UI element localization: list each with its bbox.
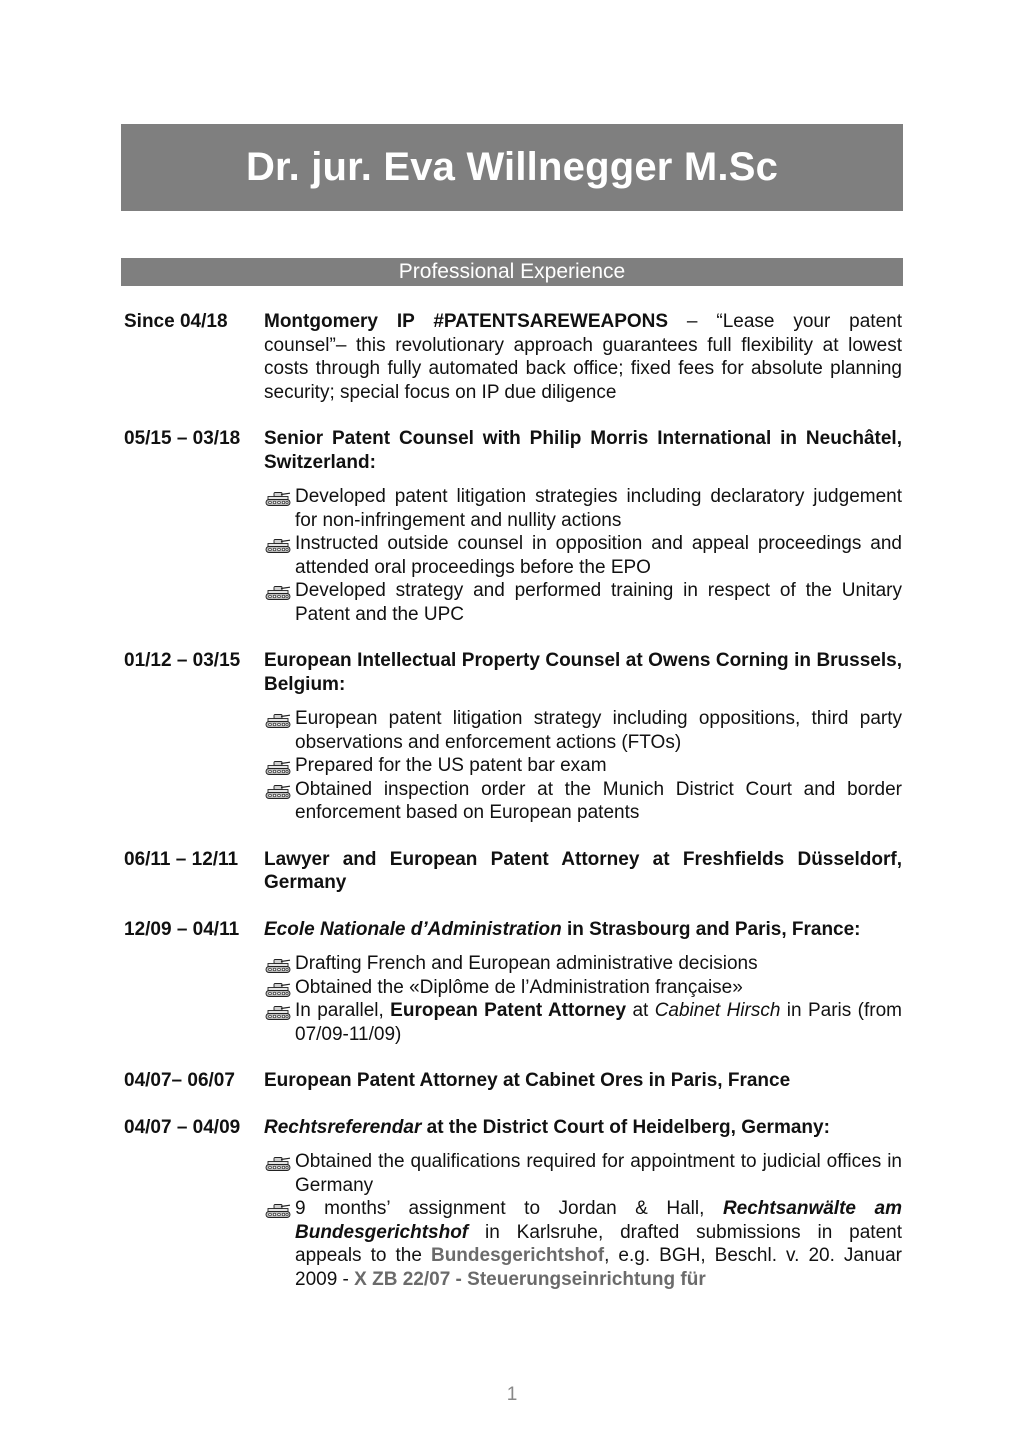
entry-title-rest: in Strasbourg and Paris, France: bbox=[561, 918, 861, 940]
experience-entry bbox=[124, 1116, 902, 1292]
experience-entry bbox=[124, 427, 902, 626]
entry-date: 06/11 – 12/11 bbox=[124, 848, 239, 870]
experience-entry bbox=[124, 848, 902, 895]
bullet-item bbox=[264, 754, 902, 778]
bullet-text: Instructed outside counsel in opposition and appeal proceedings and attended oral proceedings before the EPO bbox=[295, 533, 902, 578]
entry-bullets bbox=[264, 485, 902, 626]
section-banner bbox=[121, 258, 903, 286]
bullet-text: Obtained the «Diplôme de l’Administration française» bbox=[295, 976, 743, 998]
bullet-item bbox=[264, 1150, 902, 1197]
entry-content bbox=[264, 1069, 902, 1093]
tank-icon bbox=[265, 1154, 291, 1168]
bullet-text: Obtained the qualifications required for appointment to judicial offices in Germany bbox=[295, 1151, 902, 1196]
bullet-item bbox=[264, 952, 902, 976]
bullet-text-3: , e.g. BGH, Beschl. v. 20. Januar 2009 - bbox=[295, 1245, 902, 1290]
bullet-text: European patent litigation strategy including oppositions, third party observations and enforcement actions (FTOs) bbox=[295, 708, 902, 753]
bullet-text-mid: at bbox=[626, 1000, 655, 1021]
bullet-text-grey-2: X ZB 22/07 - Steuerungseinrichtung für bbox=[354, 1268, 706, 1290]
entry-content bbox=[264, 310, 902, 404]
bullet-text-suffix: in Paris (from 07/09-11/09) bbox=[295, 1000, 902, 1045]
bullet-text: Prepared for the US patent bar exam bbox=[295, 755, 607, 776]
entry-title: Senior Patent Counsel with Philip Morris International in Neuchâtel, Switzerland: bbox=[264, 428, 902, 473]
tank-icon bbox=[265, 489, 291, 503]
bullet-item bbox=[264, 999, 902, 1046]
tank-icon bbox=[265, 956, 291, 970]
bullet-text-bold-italic: Rechtsanwälte am Bundesgerichtshof bbox=[295, 1198, 902, 1243]
entry-title: Lawyer and European Patent Attorney at Freshfields Düsseldorf, Germany bbox=[264, 848, 902, 893]
tank-icon bbox=[265, 1201, 291, 1215]
tank-icon bbox=[265, 1003, 291, 1017]
experience-entry bbox=[124, 1069, 902, 1093]
bullet-item bbox=[264, 1197, 902, 1291]
bullet-text: Obtained inspection order at the Munich District Court and border enforcement based on European patents bbox=[295, 778, 902, 823]
entry-bullets bbox=[264, 707, 902, 825]
entry-content bbox=[264, 918, 902, 1047]
page-number: 1 bbox=[506, 1384, 518, 1405]
bullet-item bbox=[264, 976, 902, 1000]
entry-title: European Patent Attorney at Cabinet Ores in Paris, France bbox=[264, 1070, 791, 1091]
bullet-item bbox=[264, 579, 902, 626]
bullet-text-grey-1: Bundesgerichtshof bbox=[430, 1245, 605, 1266]
bullet-text-1: 9 months’ assignment to Jordan & Hall, bbox=[295, 1198, 723, 1219]
entry-date: 01/12 – 03/15 bbox=[124, 650, 241, 671]
tank-icon bbox=[265, 711, 291, 725]
entry-bullets bbox=[264, 952, 902, 1046]
entry-date: Since 04/18 bbox=[124, 311, 228, 332]
bullet-text: Developed strategy and performed training in respect of the Unitary Patent and the UPC bbox=[295, 580, 902, 625]
entry-date: 04/07– 06/07 bbox=[124, 1070, 235, 1091]
experience-entry bbox=[124, 649, 902, 825]
entry-date: 04/07 – 04/09 bbox=[124, 1116, 241, 1138]
entry-bullets bbox=[264, 1150, 902, 1291]
entry-content bbox=[264, 848, 902, 895]
page-title: Dr. jur. Eva Willnegger M.Sc bbox=[245, 145, 779, 189]
entry-content bbox=[264, 427, 902, 626]
tank-icon bbox=[265, 536, 291, 550]
tank-icon bbox=[265, 980, 291, 994]
bullet-text: Drafting French and European administrative decisions bbox=[295, 953, 758, 974]
bullet-text-prefix: In parallel, bbox=[295, 1000, 391, 1021]
bullet-text: Developed patent litigation strategies including declaratory judgement for non-infringement and nullity actions bbox=[295, 486, 902, 531]
entry-title-italic: Ecole Nationale d’Administration bbox=[264, 918, 562, 940]
bullet-item bbox=[264, 778, 902, 825]
bullet-text-2: in Karlsruhe, drafted submissions in patent appeals to the bbox=[295, 1221, 902, 1266]
experience-entry bbox=[124, 310, 902, 404]
entry-date: 12/09 – 04/11 bbox=[124, 918, 240, 940]
section-title: Professional Experience bbox=[398, 260, 626, 283]
entry-desc-text: – “Lease your patent counsel”– this revolutionary approach guarantees full flexibility at lowest costs through fully automated back office; fixed fees for absolute planning security; special focus on IP due diligence bbox=[264, 311, 902, 403]
bullet-text-italic: Cabinet Hirsch bbox=[654, 1000, 781, 1021]
tank-icon bbox=[265, 758, 291, 772]
bullet-item bbox=[264, 707, 902, 754]
entry-date: 05/15 – 03/18 bbox=[124, 428, 241, 449]
entry-content bbox=[264, 1116, 902, 1292]
bullet-item bbox=[264, 532, 902, 579]
entry-org: Montgomery IP #PATENTSAREWEAPONS bbox=[264, 311, 669, 332]
entry-title: European Intellectual Property Counsel at Owens Corning in Brussels, Belgium: bbox=[264, 650, 902, 695]
entry-title-rest: at the District Court of Heidelberg, Germany: bbox=[421, 1116, 830, 1138]
entry-description bbox=[264, 310, 902, 404]
bullet-text-bold: European Patent Attorney bbox=[390, 1000, 627, 1021]
name-banner bbox=[121, 124, 903, 211]
entry-title bbox=[264, 918, 902, 942]
bullet-item bbox=[264, 485, 902, 532]
entry-content bbox=[264, 649, 902, 825]
experience-list bbox=[124, 310, 902, 1314]
tank-icon bbox=[265, 583, 291, 597]
experience-entry bbox=[124, 918, 902, 1047]
entry-title bbox=[264, 1116, 902, 1140]
entry-title-italic: Rechtsreferendar bbox=[264, 1116, 422, 1138]
tank-icon bbox=[265, 782, 291, 796]
